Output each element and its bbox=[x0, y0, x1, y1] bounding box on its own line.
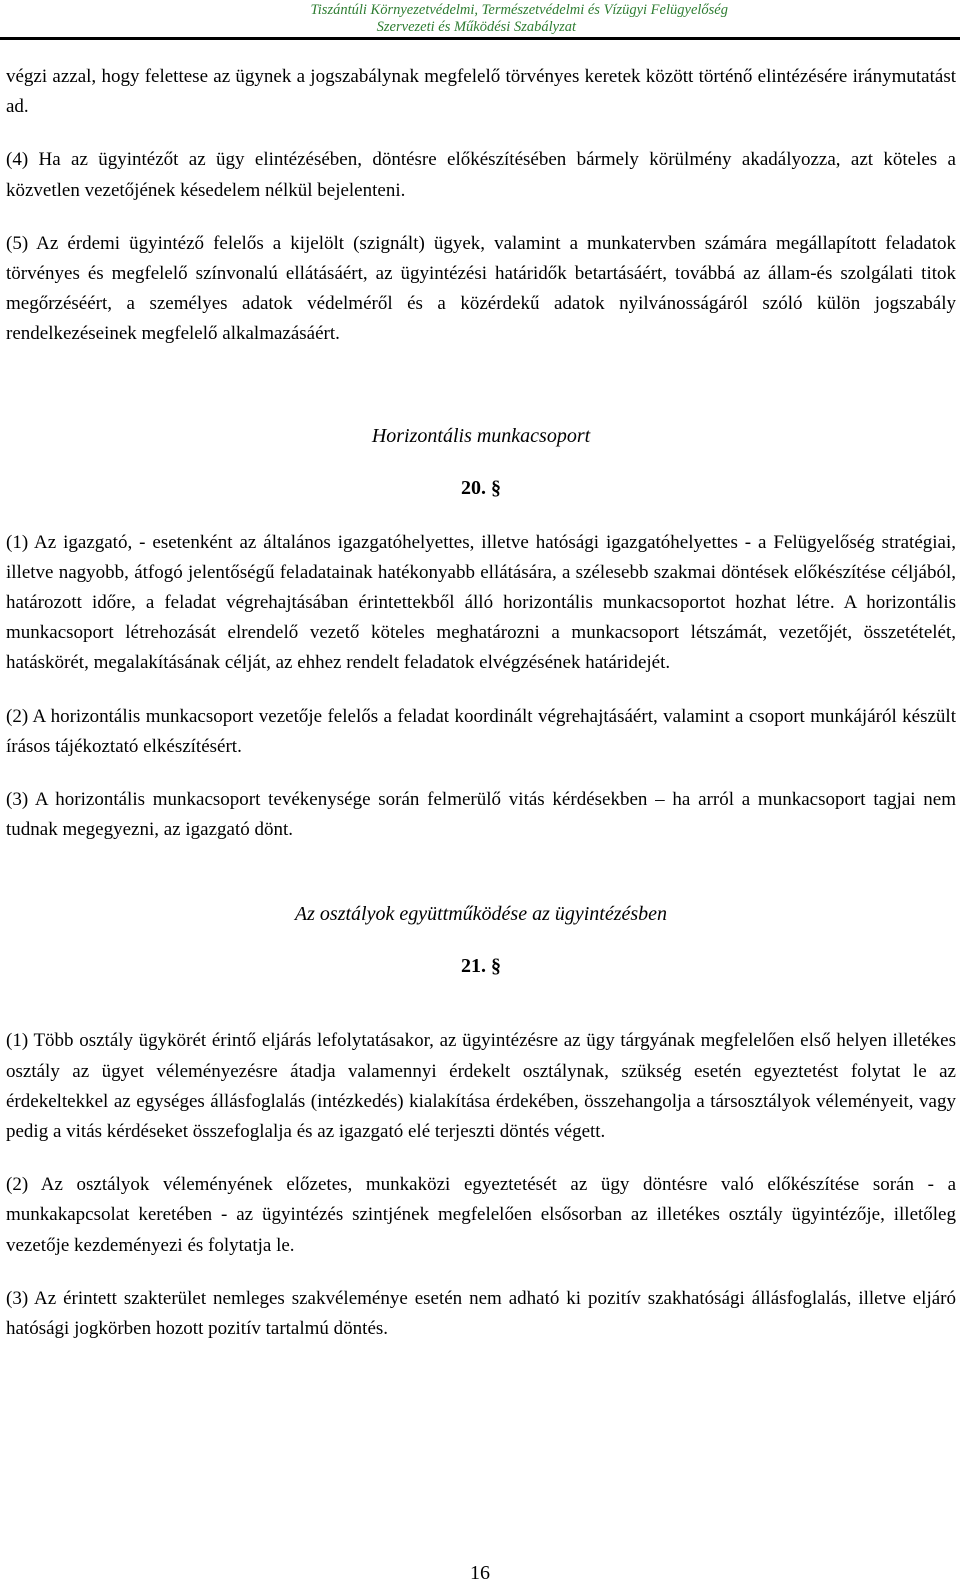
paragraph-continuation: végzi azzal, hogy felettese az ügynek a jogszabálynak megfelelő törvényes keretek között történő elintézésére iránymutatást ad. bbox=[6, 66, 956, 118]
paragraph-5: (5) Az érdemi ügyintéző felelős a kijelölt (szignált) ügyek, valamint a munkatervben számára megállapított feladatok törvényes és megfelelő színvonalú ellátásáért, az ügyintézési határidők betartásáért, továbbá az állam-és szolgálati titok megőrzéséért, a személyes adatok védelméről és a közérdekű adatok nyilvánosságáról szóló külön jogszabály rendelkezéseinek megfelelő alkalmazásáért. bbox=[6, 232, 956, 345]
document-body bbox=[6, 62, 956, 1344]
section-heading-department-cooperation: Az osztályok együttműködése az ügyintézésben bbox=[294, 903, 668, 926]
section-number-21: 21. § bbox=[461, 955, 501, 978]
section-21-paragraph-3: (3) Az érintett szakterület nemleges szakvéleménye esetén nem adható ki pozitív szakhatósági állásfoglalás, illetve eljáró hatósági jogkörben hozott pozitív tartalmú döntés. bbox=[6, 1287, 956, 1340]
section-20-paragraph-2: (2) A horizontális munkacsoport vezetője felelős a feladat koordinált végrehajtásáért, valamint a csoport munkájáról készült írásos tájékoztató elkészítésért. bbox=[6, 705, 956, 757]
section-21-paragraph-1: (1) Több osztály ügykörét érintő eljárás lefolytatásakor, az ügyintézésre az ügy tárgyának megfelelően első helyen illetékes osztály az ügyet véleményezésre átadja valamennyi érdekelt osztálynak, szükség esetén egyeztetést folytat le az érdekeltekkel az egységes állásfoglalás (intézkedés) kialakítása érdekében, összehangolja a társosztályok véleményeit, vagy pedig a vitás kérdéseket összefoglalja és az igazgató elé terjeszti döntés végett. bbox=[6, 1030, 956, 1143]
section-21-paragraph-2: (2) Az osztályok véleményének előzetes, munkaközi egyeztetését az ügy döntésre való előkészítése során - a munkakapcsolat keretében - az ügyintézés szintjének megfelelően elsősorban az illetékes osztály ügyintézője, illetőleg vezetője kezdeményezi és folytatja le. bbox=[6, 1174, 956, 1256]
paragraph-4: (4) Ha az ügyintézőt az ügy elintézésében, döntésre előkészítésében bármely körülmény akadályozza, azt köteles a közvetlen vezetőjének késedelem nélkül bejelenteni. bbox=[6, 149, 956, 201]
section-20-paragraph-3: (3) A horizontális munkacsoport tevékenysége során felmerülő vitás kérdésekben – ha arról a munkacsoport tagjai nem tudnak megegyezni, az igazgató dönt. bbox=[6, 789, 956, 841]
section-heading-horizontal-workgroup: Horizontális munkacsoport bbox=[371, 424, 591, 447]
header-document-title: Szervezeti és Működési Szabályzat bbox=[376, 19, 576, 35]
page-number: 16 bbox=[470, 1562, 490, 1584]
header-organization-name: Tiszántúli Környezetvédelmi, Természetvédelmi és Vízügyi Felügyelőség bbox=[310, 2, 728, 18]
section-20-paragraph-1: (1) Az igazgató, - esetenként az általános igazgatóhelyettes, illetve hatósági igazgatóhelyettes - a Felügyelőség stratégiai, illetve nagyobb, átfogó jelentőségű feladatainak hatékonyabb ellátására, a szélesebb szakmai döntések előkészítése céljából, határozott időre, a feladat végrehajtásában érintettekből álló horizontális munkacsoportot hozhat létre. A horizontális munkacsoport létrehozását elrendelő vezető köteles meghatározni a munkacsoport létszámát, vezetőjét, összetételét, hatáskörét, megalakításának célját, az ehhez rendelt feladatok elvégzésének határidejét. bbox=[6, 531, 956, 674]
header-divider bbox=[0, 37, 960, 40]
section-number-20: 20. § bbox=[461, 476, 501, 499]
page-header bbox=[0, 0, 960, 40]
